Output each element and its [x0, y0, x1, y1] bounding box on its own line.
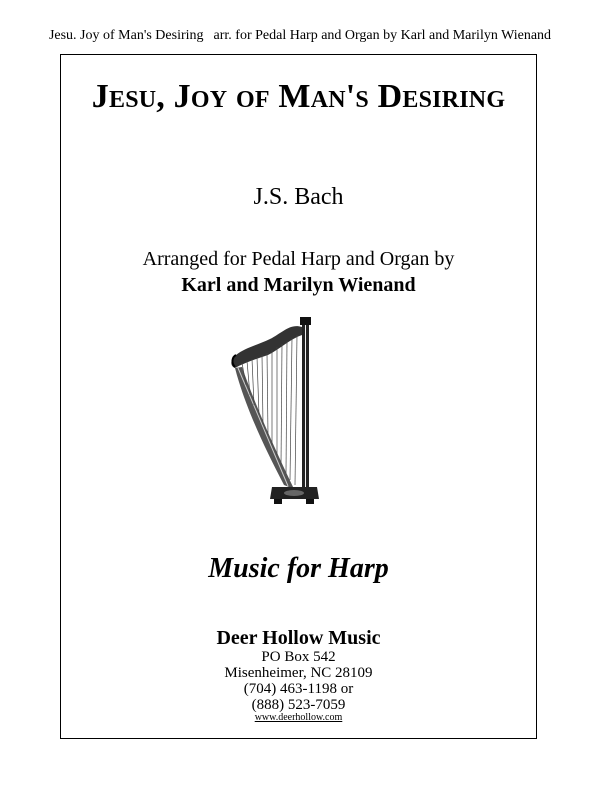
publisher-toll-free: (888) 523-7059 [251, 697, 346, 713]
running-header [0, 28, 600, 44]
publisher-city: Misenheimer, NC 28109 [224, 665, 373, 681]
piece-title: Jesu, Joy of Man's Desiring [91, 78, 506, 115]
arranger-names: Karl and Marilyn Wienand [181, 274, 416, 296]
publisher-po-box: PO Box 542 [261, 649, 336, 665]
running-credit: arr. for Pedal Harp and Organ by Karl and Marilyn Wienand [213, 28, 552, 43]
arrangement-line: Arranged for Pedal Harp and Organ by [142, 248, 455, 270]
publisher-website-link[interactable]: www.deerhollow.com [254, 712, 343, 723]
series-name: Music for Harp [208, 553, 389, 584]
running-title: Jesu. Joy of Man's Desiring [48, 28, 204, 43]
publisher-phone: (704) 463-1198 or [243, 681, 354, 697]
publisher-name: Deer Hollow Music [216, 627, 381, 649]
composer-name: J.S. Bach [253, 184, 344, 210]
harp-icon [222, 313, 327, 508]
